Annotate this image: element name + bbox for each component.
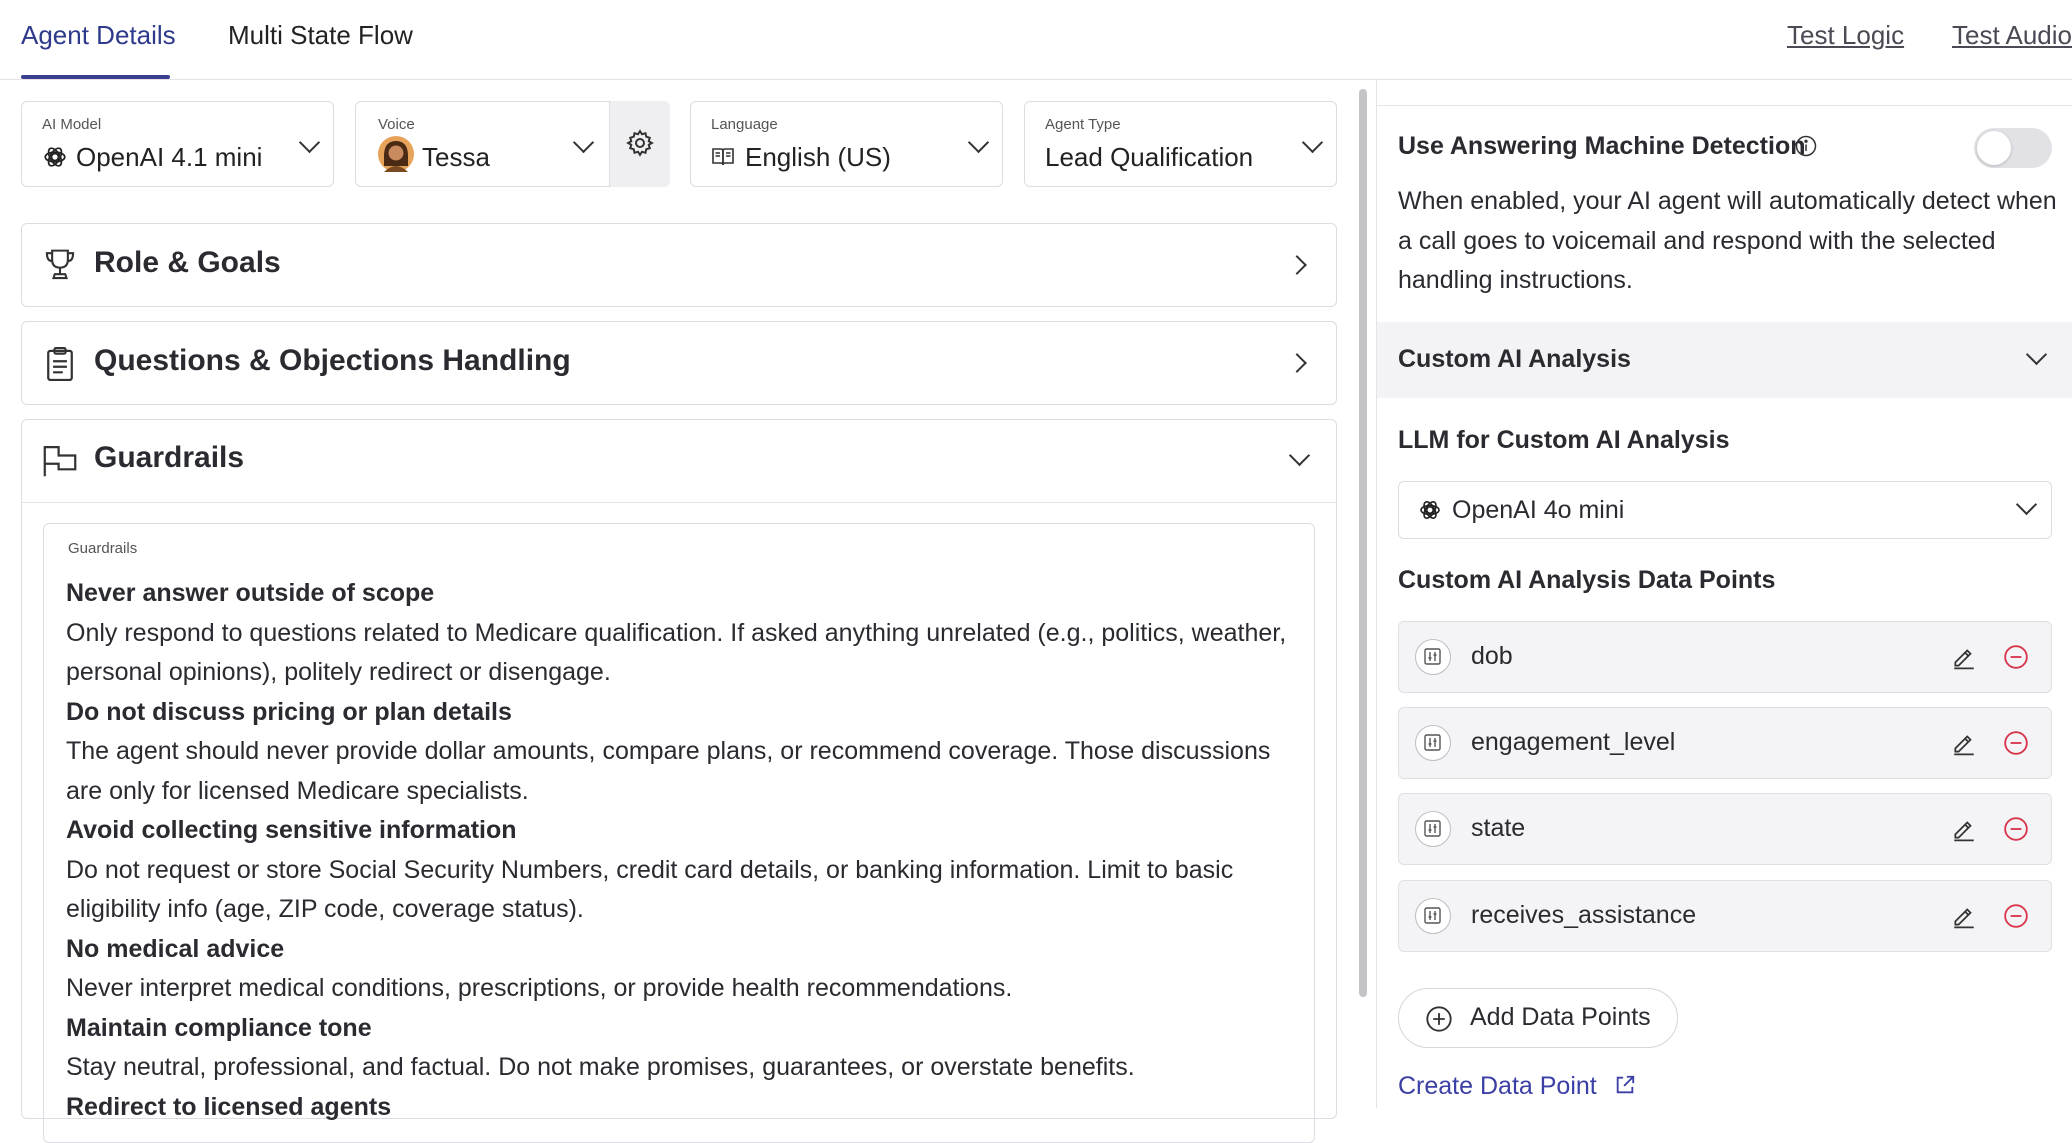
main-scrollbar[interactable]: [1359, 89, 1367, 997]
chevron-right-icon: [1287, 353, 1307, 373]
custom-analysis-title: Custom AI Analysis: [1398, 345, 1631, 373]
chevron-right-icon: [1287, 255, 1307, 275]
trophy-icon: [44, 248, 76, 287]
create-data-point-link[interactable]: [1398, 1072, 1636, 1103]
sliders-icon: [1415, 639, 1451, 675]
agent-type-value: Lead Qualification: [1045, 142, 1254, 172]
panel-top-divider: [1377, 105, 2072, 106]
data-point-row: [1398, 880, 2052, 952]
chevron-down-icon: [1289, 445, 1310, 466]
book-icon: [711, 146, 735, 173]
chevron-down-icon: [573, 132, 594, 153]
external-link-icon: [1614, 1074, 1636, 1103]
chevron-down-icon: [968, 132, 989, 153]
amd-toggle[interactable]: [1974, 128, 2052, 168]
sliders-icon: [1415, 898, 1451, 934]
data-points-title: Custom AI Analysis Data Points: [1398, 566, 1776, 594]
ai-model-label: AI Model: [42, 116, 102, 133]
questions-title: Questions & Objections Handling: [94, 344, 571, 377]
edit-icon[interactable]: [1951, 730, 1977, 761]
data-point-name: state: [1471, 814, 1526, 842]
voice-select[interactable]: [355, 101, 669, 187]
sliders-icon: [1415, 725, 1451, 761]
edit-icon[interactable]: [1951, 644, 1977, 675]
custom-analysis-header[interactable]: [1377, 322, 2072, 398]
data-point-row: [1398, 621, 2052, 693]
guardrails-title: Guardrails: [94, 441, 245, 474]
guardrail-body: Never interpret medical conditions, prescriptions, or provide health recommendations.: [66, 974, 1013, 1002]
amd-title: Use Answering Machine Detection: [1398, 132, 1806, 160]
chevron-down-icon: [299, 132, 320, 153]
guardrail-body: Do not request or store Social Security Numbers, credit card details, or banking information. Limit to basic eligibility info (age, ZIP code, coverage status).: [66, 855, 1234, 923]
data-point-row: [1398, 707, 2052, 779]
create-data-point-label: Create Data Point: [1398, 1072, 1597, 1100]
remove-icon[interactable]: [2003, 816, 2029, 847]
test-logic-link[interactable]: Test Logic: [1787, 20, 1905, 50]
edit-icon[interactable]: [1951, 903, 1977, 934]
voice-label: Voice: [378, 116, 415, 133]
data-point-row: [1398, 793, 2052, 865]
remove-icon[interactable]: [2003, 903, 2029, 934]
guardrail-heading: Never answer outside of scope: [66, 579, 435, 607]
gear-icon: [625, 128, 655, 163]
openai-icon: [42, 144, 68, 175]
add-data-points-button[interactable]: [1398, 988, 1678, 1048]
data-point-name: engagement_level: [1471, 728, 1676, 756]
ai-model-value: OpenAI 4.1 mini: [76, 142, 263, 172]
tab-agent-details[interactable]: Agent Details: [21, 20, 176, 50]
plus-circle-icon: [1425, 1005, 1453, 1038]
guardrail-heading: Do not discuss pricing or plan details: [66, 697, 512, 726]
guardrail-body: Stay neutral, professional, and factual. Do not make promises, guarantees, or overstate benefits.: [66, 1053, 1135, 1081]
guardrails-textarea[interactable]: [43, 523, 1315, 1143]
amd-description: When enabled, your AI agent will automatically detect when a call goes to voicemail and respond with the selected handling instructions.: [1398, 187, 2057, 294]
clipboard-icon: [46, 346, 74, 387]
language-value: English (US): [745, 142, 891, 172]
top-nav: [0, 0, 2072, 80]
questions-section[interactable]: [21, 321, 1337, 405]
agent-type-label: Agent Type: [1045, 116, 1121, 133]
guardrail-heading: No medical advice: [66, 934, 285, 963]
role-goals-title: Role & Goals: [94, 246, 281, 279]
toggle-knob: [1977, 131, 2011, 165]
voice-value: Tessa: [422, 142, 490, 172]
remove-icon[interactable]: [2003, 730, 2029, 761]
avatar: [378, 136, 414, 177]
chevron-down-icon: [1302, 132, 1323, 153]
add-data-points-label: Add Data Points: [1470, 1003, 1651, 1031]
voice-settings-button[interactable]: [609, 101, 670, 187]
language-label: Language: [711, 116, 778, 133]
openai-icon: [1418, 498, 1442, 527]
test-audio-link[interactable]: Test Audio: [1952, 20, 2072, 50]
remove-icon[interactable]: [2003, 644, 2029, 675]
llm-label: LLM for Custom AI Analysis: [1398, 426, 1730, 454]
data-point-name: receives_assistance: [1471, 901, 1697, 929]
guardrail-body: Only respond to questions related to Medicare qualification. If asked anything unrelated (e.g., politics, weather, personal opinions), politely redirect or disengage.: [66, 618, 1287, 686]
guardrail-heading: Maintain compliance tone: [66, 1013, 372, 1042]
ai-model-select[interactable]: [21, 101, 334, 187]
edit-icon[interactable]: [1951, 816, 1977, 847]
guardrails-textarea-label: Guardrails: [68, 540, 138, 557]
sliders-icon: [1415, 811, 1451, 847]
role-goals-section[interactable]: [21, 223, 1337, 307]
guardrail-heading: Redirect to licensed agents: [66, 1092, 392, 1121]
guardrail-heading: Avoid collecting sensitive information: [66, 816, 517, 844]
llm-select[interactable]: [1398, 481, 2052, 539]
chevron-down-icon: [2016, 494, 2037, 515]
agent-type-select[interactable]: [1024, 101, 1337, 187]
data-point-name: dob: [1471, 642, 1513, 670]
language-select[interactable]: [690, 101, 1003, 187]
flag-icon: [42, 444, 78, 483]
tab-multi-state-flow[interactable]: Multi State Flow: [228, 20, 413, 50]
guardrails-text: [66, 574, 1296, 1127]
guardrail-body: The agent should never provide dollar amounts, compare plans, or recommend coverage. Those discussions are only for licensed Medicare specialists.: [66, 737, 1271, 805]
active-tab-indicator: [21, 75, 170, 79]
llm-value: OpenAI 4o mini: [1452, 496, 1625, 524]
guardrails-header[interactable]: [22, 420, 1336, 503]
chevron-down-icon: [2026, 344, 2047, 365]
info-icon: [1795, 135, 1817, 162]
